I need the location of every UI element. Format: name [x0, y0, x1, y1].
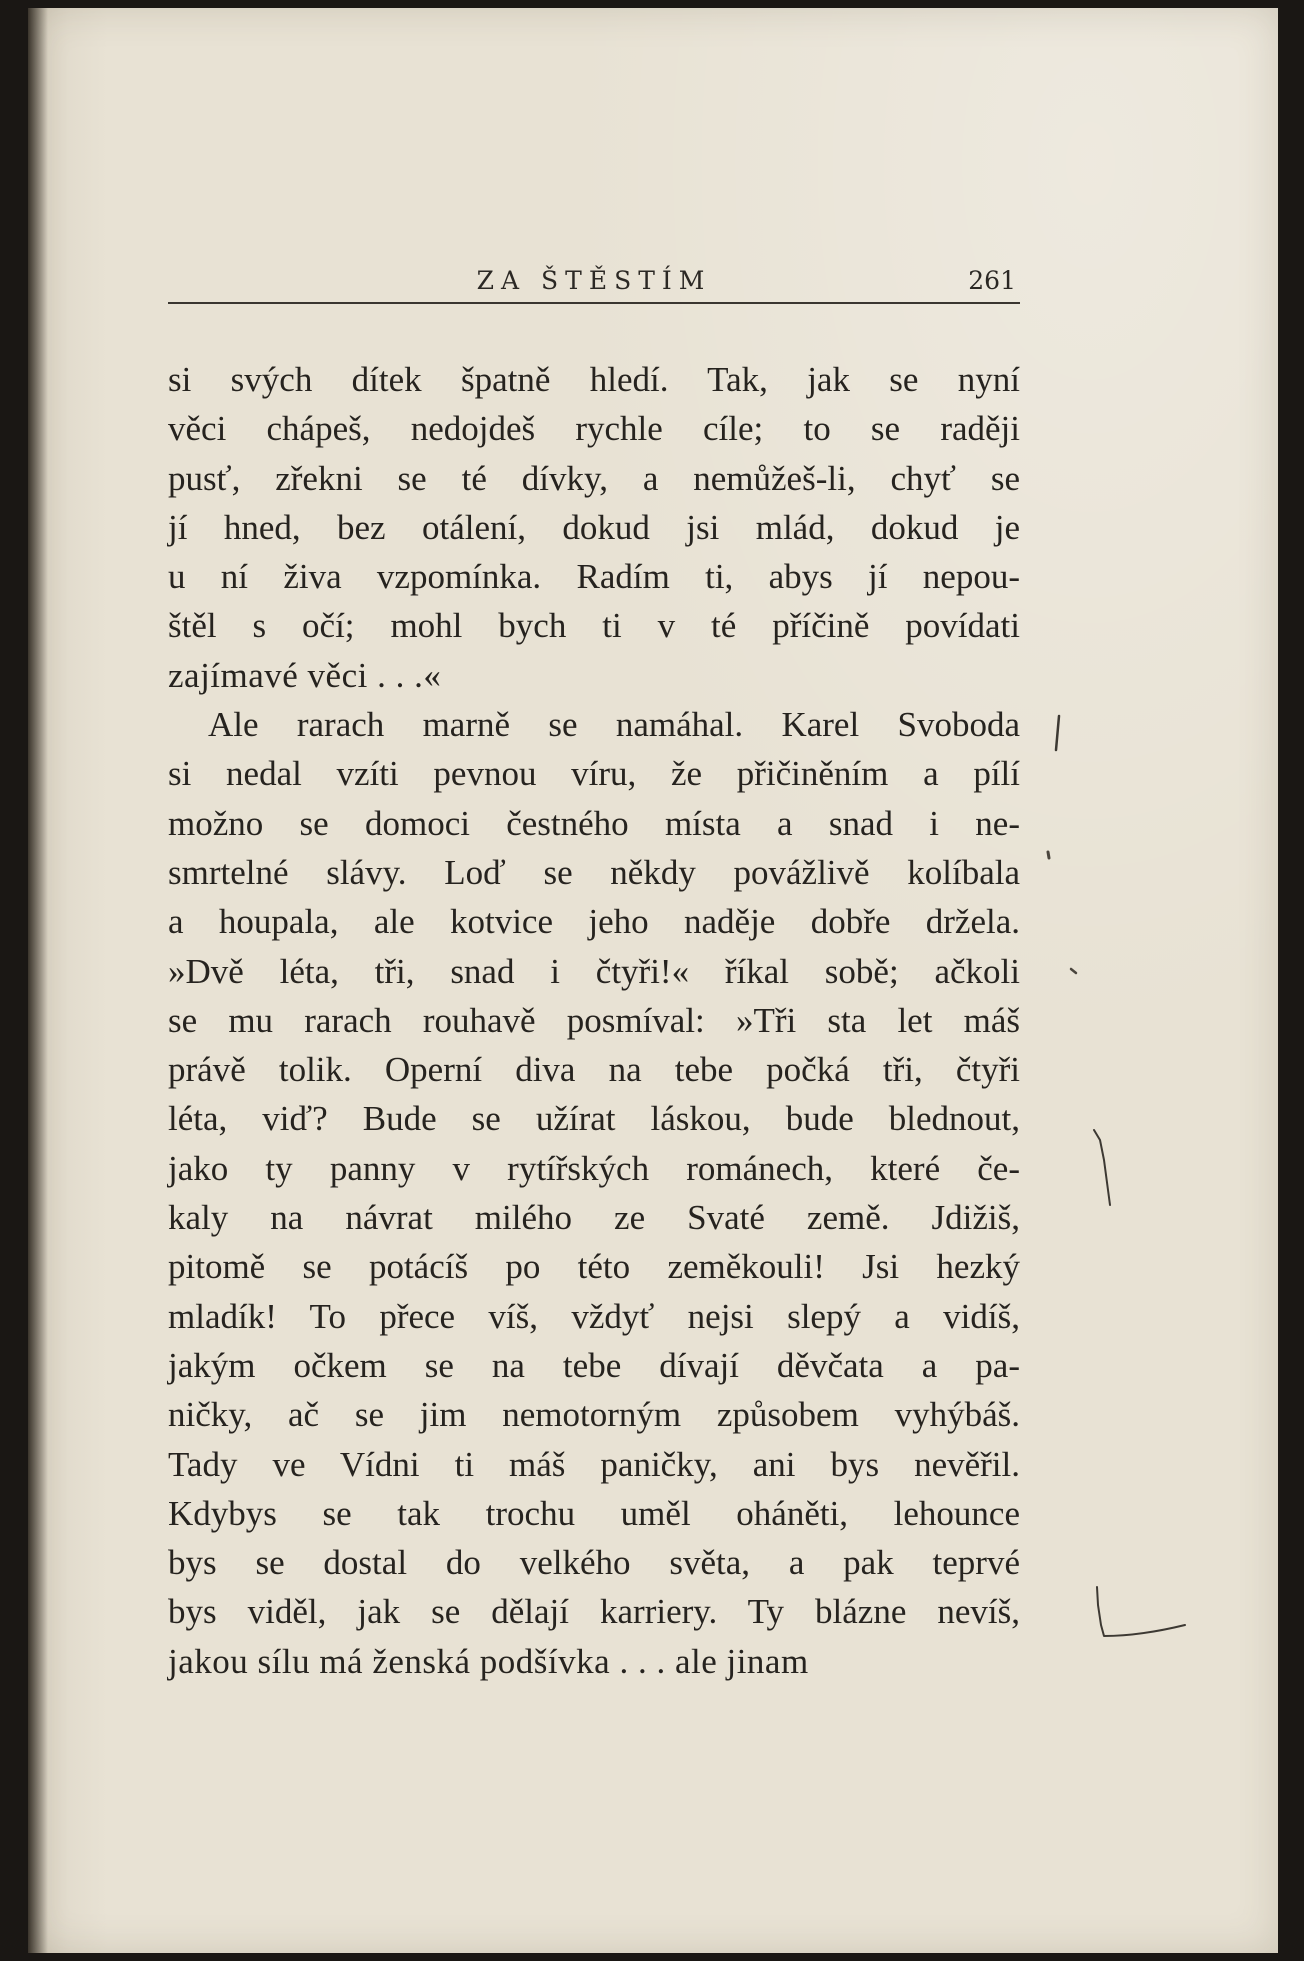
text-line: »Dvě léta, tři, snad i čtyři!« říkal sobě; ačkoli — [168, 951, 1020, 991]
text-line: štěl s očí; mohl bych ti v té příčině povídati — [168, 606, 1020, 646]
text-line: bys se dostal do velkého světa, a pak teprvé — [168, 1543, 1020, 1583]
text-line: u ní živa vzpomínka. Radím ti, abys jí nepou- — [168, 557, 1020, 597]
text-line: pitomě se potácíš po této zeměkouli! Jsi hezký — [168, 1247, 1020, 1287]
text-line: léta, viď? Bude se užírat láskou, bude blednout, — [168, 1099, 1020, 1139]
text-line: si svých dítek špatně hledí. Tak, jak se nyní — [168, 360, 1020, 399]
text-line: mladík! To přece víš, vždyť nejsi slepý a vidíš, — [168, 1296, 1020, 1336]
text-line: jí hned, bez otálení, dokud jsi mlád, dokud je — [168, 507, 1020, 547]
text-line: právě tolik. Operní diva na tebe počká tři, čtyři — [168, 1050, 1020, 1090]
text-line: a houpala, ale kotvice jeho naděje dobře držela. — [168, 902, 1020, 942]
text-line: věci chápeš, nedojdeš rychle cíle; to se raději — [168, 409, 1020, 449]
text-line: si nedal vzíti pevnou víru, že přičiněním a pílí — [168, 754, 1020, 794]
text-line: kaly na návrat milého ze Svaté země. Jdižiš, — [168, 1198, 1020, 1238]
running-head — [168, 262, 1020, 304]
text-line: bys viděl, jak se dělají karriery. Ty blázne nevíš, — [168, 1592, 1020, 1632]
paragraph-first-line: Ale rarach marně se namáhal. Karel Svoboda — [208, 705, 1020, 745]
page-gutter-shadow — [28, 8, 48, 1953]
text-line: jakým očkem se na tebe dívají děvčata a pa- — [168, 1345, 1020, 1385]
text-line: ničky, ač se jim nemotorným způsobem vyhýbáš. — [168, 1395, 1020, 1435]
text-line: Tady ve Vídni ti máš paničky, ani bys nevěřil. — [168, 1444, 1020, 1484]
chapter-title: ZA ŠTĚSTÍM — [476, 266, 712, 295]
text-line: se mu rarach rouhavě posmíval: »Tři sta let máš — [168, 1000, 1020, 1040]
text-line: jakou sílu má ženská podšívka . . . ale jinam — [168, 1641, 809, 1681]
text-line: jako ty panny v rytířských románech, které če- — [168, 1148, 1020, 1188]
text-line: možno se domoci čestného místa a snad i ne- — [168, 803, 1020, 843]
text-line: smrtelné slávy. Loď se někdy povážlivě kolíbala — [168, 852, 1020, 892]
page-number: 261 — [968, 266, 1016, 295]
text-line: zajímavé věci . . .« — [168, 655, 442, 695]
body-text — [168, 355, 1020, 1686]
text-line: Kdybys se tak trochu uměl oháněti, lehounce — [168, 1493, 1020, 1533]
text-line: pusť, zřekni se té dívky, a nemůžeš-li, chyť se — [168, 458, 1020, 498]
